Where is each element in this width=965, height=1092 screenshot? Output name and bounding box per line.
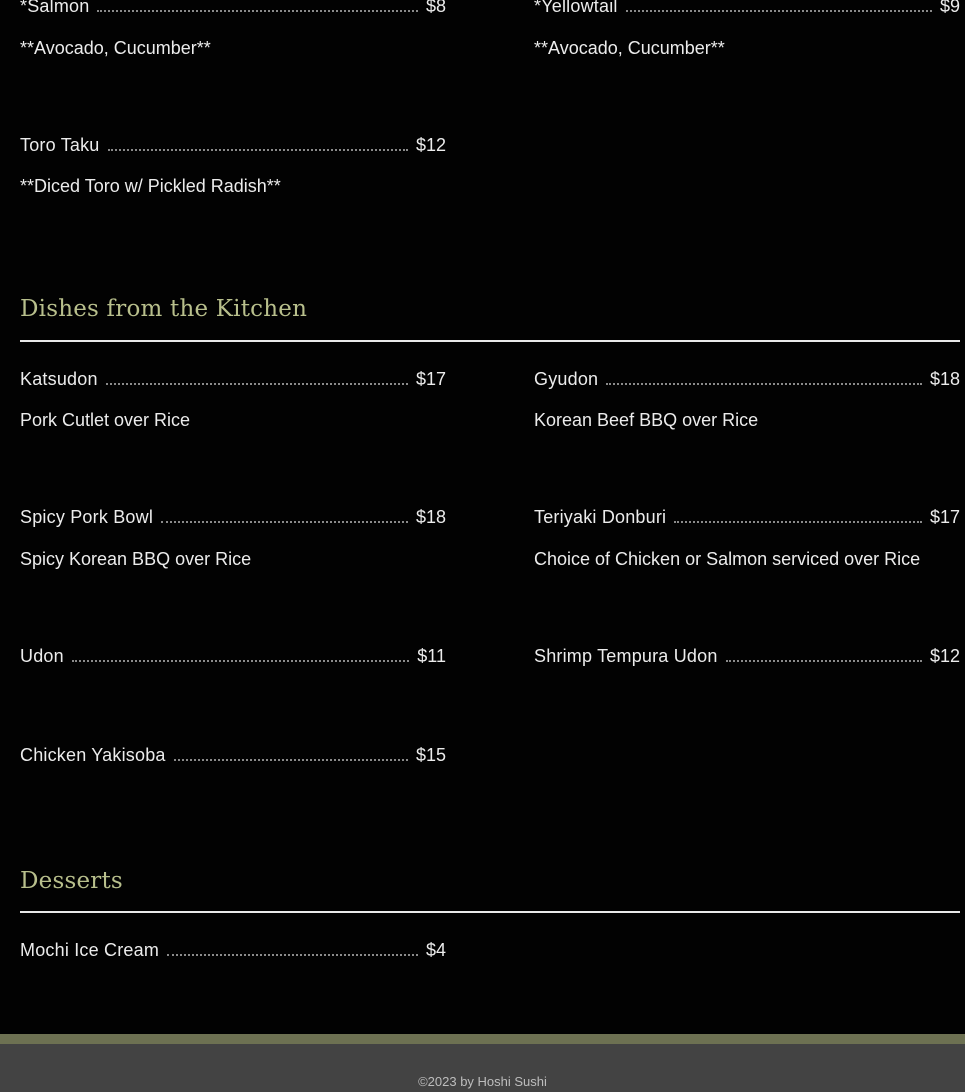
dot-leader [167, 940, 418, 956]
menu-item-name: Chicken Yakisoba [20, 745, 166, 765]
menu-item-price: $12 [415, 135, 446, 155]
menu-item-katsudon [20, 369, 446, 393]
menu-item-teriyaki-donburi [534, 507, 960, 531]
section-title-desserts: Desserts [20, 868, 123, 894]
dot-leader [161, 507, 408, 523]
menu-item-name: Toro Taku [20, 135, 100, 155]
menu-item-spicy-pork-bowl [20, 507, 446, 531]
menu-item-gyudon [534, 369, 960, 393]
section-divider [20, 911, 960, 913]
footer-copyright: ©2023 by Hoshi Sushi [418, 1074, 547, 1089]
menu-item-description: **Avocado, Cucumber** [20, 38, 211, 58]
dot-leader [108, 135, 408, 151]
menu-item-price: $17 [929, 507, 960, 527]
menu-item-salmon [20, 0, 446, 20]
menu-item-price: $12 [929, 646, 960, 666]
menu-item-name: *Yellowtail [534, 0, 618, 16]
dot-leader [726, 646, 922, 662]
menu-item-udon [20, 646, 446, 670]
menu-item-name: Katsudon [20, 369, 98, 389]
menu-item-price: $11 [417, 646, 446, 666]
menu-item-price: $8 [425, 0, 446, 16]
dot-leader [606, 369, 922, 385]
menu-item-mochi-ice-cream [20, 940, 446, 964]
menu-item-description: **Diced Toro w/ Pickled Radish** [20, 176, 281, 196]
footer-accent-bar [0, 1034, 965, 1044]
menu-item-name: Gyudon [534, 369, 599, 389]
menu-item-description: Korean Beef BBQ over Rice [534, 410, 759, 430]
menu-item-description: **Avocado, Cucumber** [534, 38, 725, 58]
menu-item-name: *Salmon [20, 0, 90, 16]
dot-leader [106, 369, 408, 385]
menu-item-toro-taku [20, 135, 446, 159]
dot-leader [674, 507, 922, 523]
dot-leader [626, 0, 932, 12]
dot-leader [174, 745, 408, 761]
menu-item-shrimp-tempura-udon [534, 646, 960, 670]
menu-item-description: Spicy Korean BBQ over Rice [20, 549, 252, 569]
section-divider [20, 340, 960, 342]
menu-item-name: Teriyaki Donburi [534, 507, 667, 527]
menu-item-price: $4 [425, 940, 446, 960]
menu-item-price: $18 [415, 507, 446, 527]
menu-item-name: Mochi Ice Cream [20, 940, 160, 960]
menu-item-price: $9 [939, 0, 960, 16]
dot-leader [72, 646, 409, 662]
menu-item-yellowtail [534, 0, 960, 20]
menu-item-description: Choice of Chicken or Salmon serviced over Rice [534, 549, 921, 569]
menu-item-description: Pork Cutlet over Rice [20, 410, 191, 430]
menu-item-price: $15 [415, 745, 446, 765]
menu-item-name: Udon [20, 646, 64, 666]
menu-item-price: $17 [415, 369, 446, 389]
dot-leader [97, 0, 418, 12]
menu-item-name: Shrimp Tempura Udon [534, 646, 718, 666]
menu-item-chicken-yakisoba [20, 745, 446, 769]
menu-item-price: $18 [929, 369, 960, 389]
menu-item-name: Spicy Pork Bowl [20, 507, 154, 527]
section-title-kitchen: Dishes from the Kitchen [20, 296, 308, 322]
